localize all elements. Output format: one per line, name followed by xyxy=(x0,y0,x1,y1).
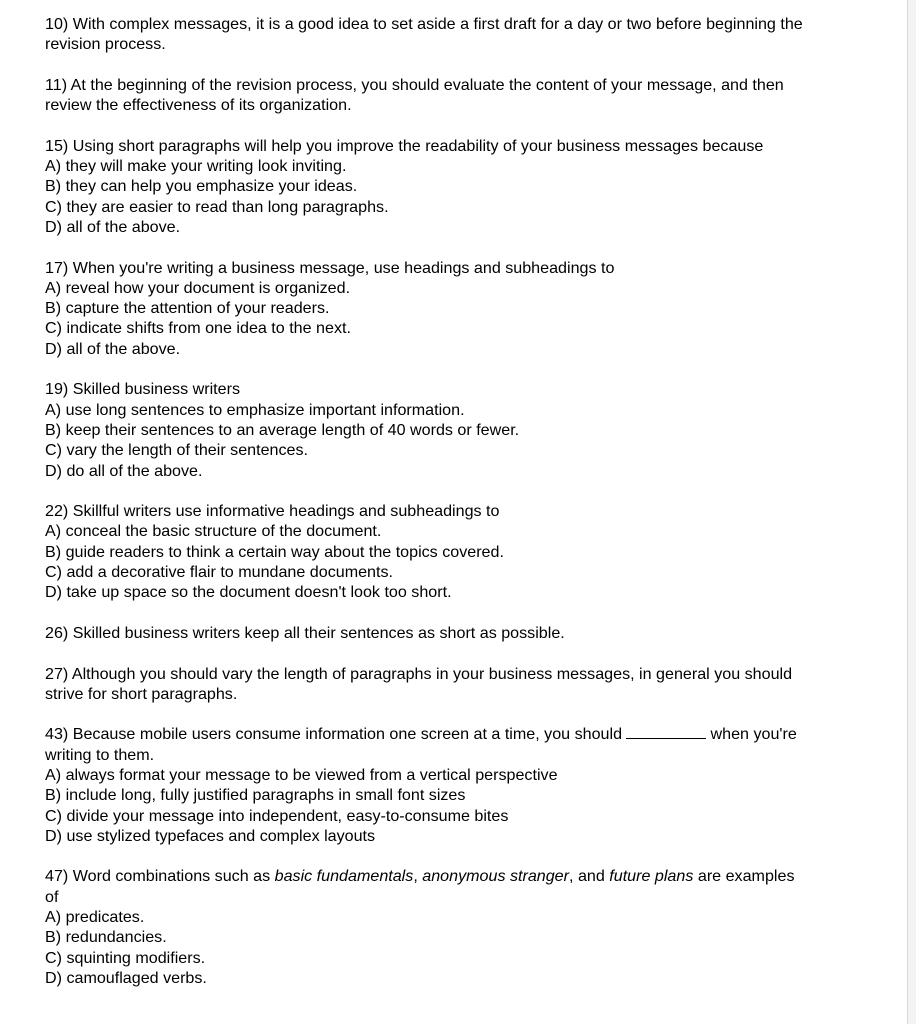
question-number: 47) xyxy=(45,867,69,886)
italic-term-anonymous-stranger: anonymous stranger xyxy=(422,867,569,886)
question-text: With complex messages, it is a good idea to set aside a first draft for a day or two before beginning the revision process. xyxy=(45,15,803,54)
option-b: B) guide readers to think a certain way about the topics covered. xyxy=(45,542,504,561)
question-17 xyxy=(45,258,805,359)
viewer-scroll-gutter xyxy=(908,0,916,1024)
option-d: D) all of the above. xyxy=(45,217,181,236)
option-a: A) reveal how your document is organized. xyxy=(45,278,351,297)
question-number: 43) xyxy=(45,725,69,744)
question-22 xyxy=(45,501,805,602)
question-text: When you're writing a business message, use headings and subheadings to xyxy=(72,258,615,277)
question-text: Although you should vary the length of paragraphs in your business messages, in general you should strive for short paragraphs. xyxy=(45,664,793,703)
question-47: 47) Word combinations such as basic fundamentals, anonymous stranger, and future plans are examples of A) predicates. B) redundancies. C) squinting modifiers. D) camouflaged verbs. xyxy=(45,866,805,988)
question-number: 22) xyxy=(45,502,69,521)
option-d: D) do all of the above. xyxy=(45,461,203,480)
italic-term-basic-fundamentals: basic fundamentals xyxy=(274,867,414,886)
question-43 xyxy=(45,724,805,846)
option-a: A) predicates. xyxy=(45,908,145,927)
question-number: 17) xyxy=(45,258,69,277)
option-b: B) redundancies. xyxy=(45,928,167,947)
italic-term-future-plans: future plans xyxy=(609,867,694,886)
question-text: Because mobile users consume information one screen at a time, you should xyxy=(72,725,623,744)
question-text: Word combinations such as xyxy=(72,867,271,886)
question-text: Skilled business writers keep all their sentences as short as possible. xyxy=(72,623,565,642)
question-list xyxy=(45,14,805,1009)
option-d: D) camouflaged verbs. xyxy=(45,968,207,987)
option-d: D) all of the above. xyxy=(45,339,181,358)
option-c: C) indicate shifts from one idea to the next. xyxy=(45,319,351,338)
option-c: C) divide your message into independent, easy-to-consume bites xyxy=(45,806,509,825)
option-b: B) capture the attention of your readers. xyxy=(45,299,330,318)
question-number: 11) xyxy=(45,75,68,94)
option-a: A) they will make your writing look inviting. xyxy=(45,157,347,176)
option-d: D) use stylized typefaces and complex layouts xyxy=(45,826,376,845)
question-text: Using short paragraphs will help you improve the readability of your business messages because xyxy=(72,136,764,155)
option-a: A) always format your message to be viewed from a vertical perspective xyxy=(45,765,558,784)
option-c: C) add a decorative flair to mundane documents. xyxy=(45,563,393,582)
option-a: A) use long sentences to emphasize important information. xyxy=(45,400,465,419)
question-26 xyxy=(45,623,805,643)
question-number: 19) xyxy=(45,380,69,399)
question-text-continued: when you're writing to them. xyxy=(45,725,797,764)
question-number: 10) xyxy=(45,15,69,33)
question-19 xyxy=(45,379,805,480)
answer-blank xyxy=(626,724,706,739)
question-10 xyxy=(45,14,805,55)
question-11 xyxy=(45,75,805,116)
option-d: D) take up space so the document doesn't look too short. xyxy=(45,583,452,602)
question-text-end: are examples of xyxy=(45,867,795,906)
option-a: A) conceal the basic structure of the document. xyxy=(45,522,382,541)
option-c: C) they are easier to read than long paragraphs. xyxy=(45,197,389,216)
question-number: 27) xyxy=(45,664,69,683)
option-c: C) vary the length of their sentences. xyxy=(45,441,309,460)
question-number: 15) xyxy=(45,136,69,155)
question-text: At the beginning of the revision process, you should evaluate the content of your message, and then review the effectiveness of its organization. xyxy=(45,75,784,115)
option-b: B) keep their sentences to an average length of 40 words or fewer. xyxy=(45,420,520,439)
option-c: C) squinting modifiers. xyxy=(45,948,206,967)
question-27 xyxy=(45,664,805,705)
question-15 xyxy=(45,136,805,237)
question-text: Skilled business writers xyxy=(72,380,241,399)
option-b: B) include long, fully justified paragraphs in small font sizes xyxy=(45,786,466,805)
question-text: Skillful writers use informative headings and subheadings to xyxy=(72,502,500,521)
question-number: 26) xyxy=(45,623,69,642)
option-b: B) they can help you emphasize your ideas. xyxy=(45,177,358,196)
